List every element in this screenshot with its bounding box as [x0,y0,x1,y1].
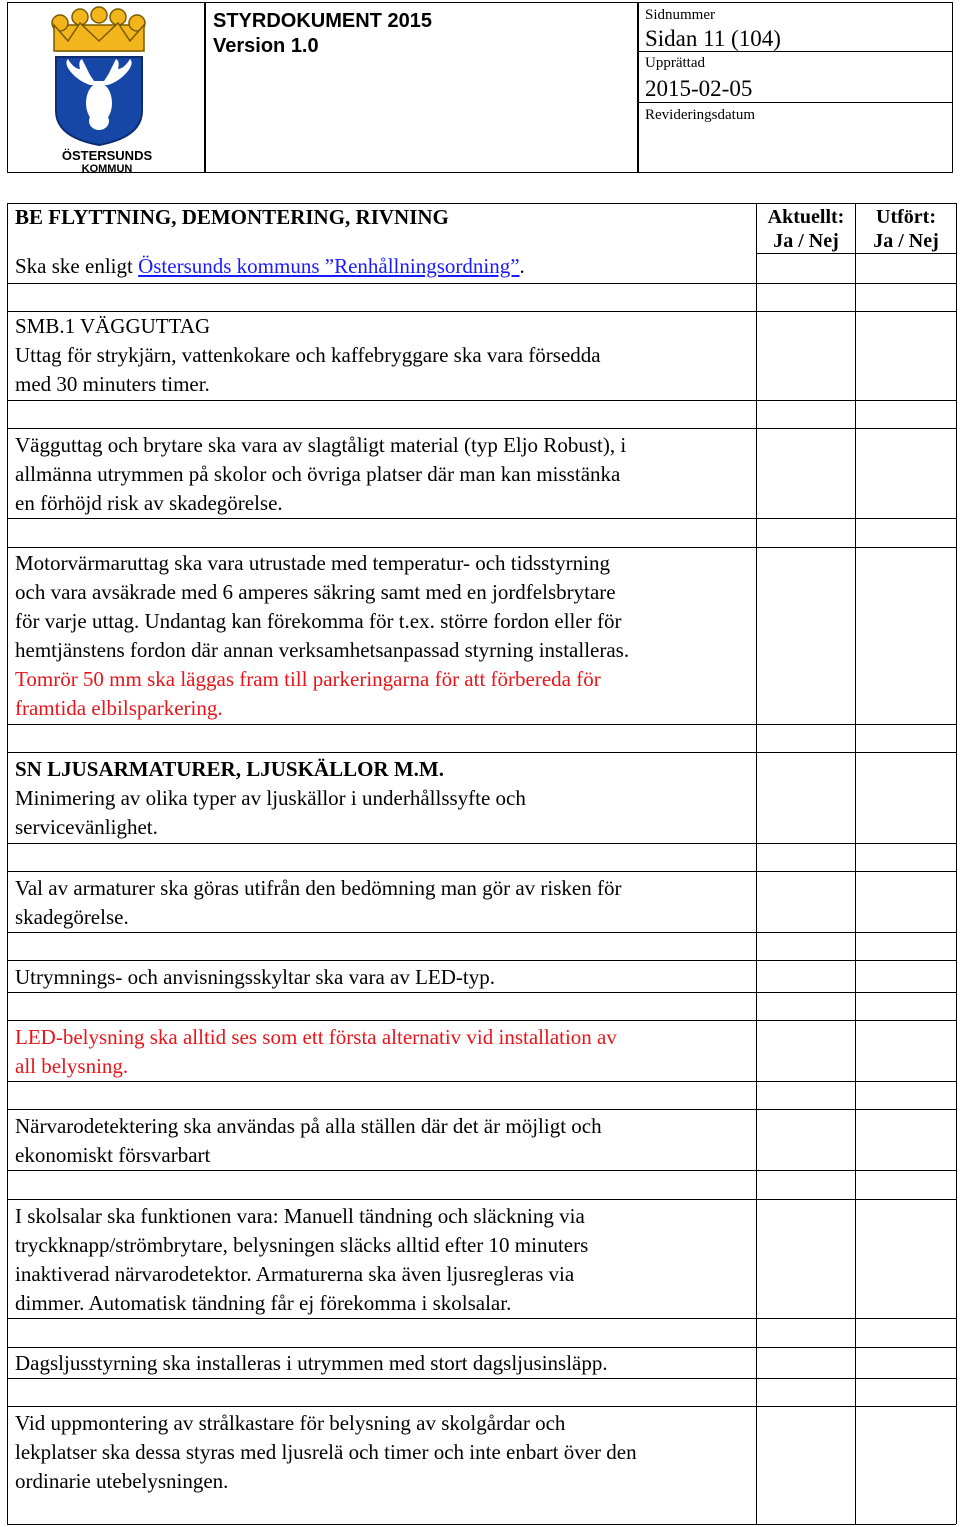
municipality-coat-of-arms-logo [8,3,206,174]
document-name: STYRDOKUMENT 2015 [213,10,432,32]
upprattad-label: Upprättad [645,55,705,71]
sn-item-7: Dagsljusstyrning ska installeras i utrymmen med stort dagsljusinsläpp. [15,1351,608,1375]
smb-item-3-red-note: Tomrör 50 mm ska läggas fram till parkeringarna för att förbereda för [15,667,601,691]
section-title-sn: SN LJUSARMATURER, LJUSKÄLLOR M.M. [15,757,444,781]
utfort-label: Utfört: [876,206,936,228]
document-title [213,9,432,59]
aktuellt-options: Ja / Nej [773,230,839,252]
svg-text:ÖSTERSUNDS: ÖSTERSUNDS [61,148,153,163]
document-version: Version 1.0 [213,35,319,57]
sn-item-2: Val av armaturer ska göras utifrån den bedömning man gör av risken för skadegörelse. [15,876,622,929]
sidnummer-value: Sidan 11 (104) [645,26,781,51]
column-header-aktuellt [756,205,856,253]
sn-item-6: I skolsalar ska funktionen vara: Manuell tändning och släckning via tryckknapp/strömbrytare, belysningen släcks alltid efter 10 minuters inaktiverad närvarodetektor. Armaturerna ska även ljusregleras via dimmer. Automatisk tändning får ej förekomma i skolsalar. [15,1204,589,1315]
smb-item-3: Motorvärmaruttag ska vara utrustade med temperatur- och tidsstyrning och vara avsäkrade med 6 amperes säkring samt med en jordfelsbrytare för varje uttag. Undantag kan förekomma för t.ex. större fordon eller för hemtjänstens fordon där annan verksamhetsanpassad styrning installeras. Tomrör 50 mm ska läggas fram till parkeringarna för att förbereda för framtida elbilsparkering. [15,549,755,723]
sn-item-3: Utrymnings- och anvisningsskyltar ska vara av LED-typ. [15,965,495,989]
document-meta-cell [638,2,953,173]
revidering-label: Revideringsdatum [645,107,755,123]
sn-item-8: Vid uppmontering av strålkastare för belysning av skolgårdar och lekplatser ska dessa styras med ljusrelä och timer och inte enbart över den ordinarie utebelysningen. [15,1411,637,1493]
document-title-cell [205,2,638,173]
aktuellt-label: Aktuellt: [767,206,845,228]
logo-cell [7,2,205,173]
sn-item-1: Minimering av olika typer av ljuskällor i underhållssyfte och servicevänlighet. [15,786,526,839]
utfort-options: Ja / Nej [873,230,939,252]
sn-item-5: Närvarodetektering ska användas på alla ställen där det är möjligt och ekonomiskt försvarbart [15,1114,602,1167]
be-text-suffix: . [519,254,525,278]
smb-item-1: Uttag för strykjärn, vattenkokare och kaffebryggare ska vara försedda med 30 minuters timer. [15,343,601,396]
section-title-smb: SMB.1 VÄGGUTTAG [15,314,211,338]
sn-item-4: LED-belysning ska alltid ses som ett första alternativ vid installation av all belysning. [15,1025,617,1078]
column-header-utfort [856,205,956,253]
svg-text:KOMMUN: KOMMUN [81,163,133,174]
sidnummer-label: Sidnummer [645,7,715,23]
be-reference-text [15,252,755,281]
be-text-prefix: Ska ske enligt [15,254,139,278]
upprattad-value: 2015-02-05 [645,76,753,101]
smb-item-2: Vägguttag och brytare ska vara av slagtåligt material (typ Eljo Robust), i allmänna utrymmen på skolor och övriga platser där man kan misstänka en förhöjd risk av skadegörelse. [15,433,627,515]
section-title-be: BE FLYTTNING, DEMONTERING, RIVNING [15,205,449,229]
renhallningsordning-link[interactable]: Östersunds kommuns ”Renhållningsordning” [138,254,520,278]
